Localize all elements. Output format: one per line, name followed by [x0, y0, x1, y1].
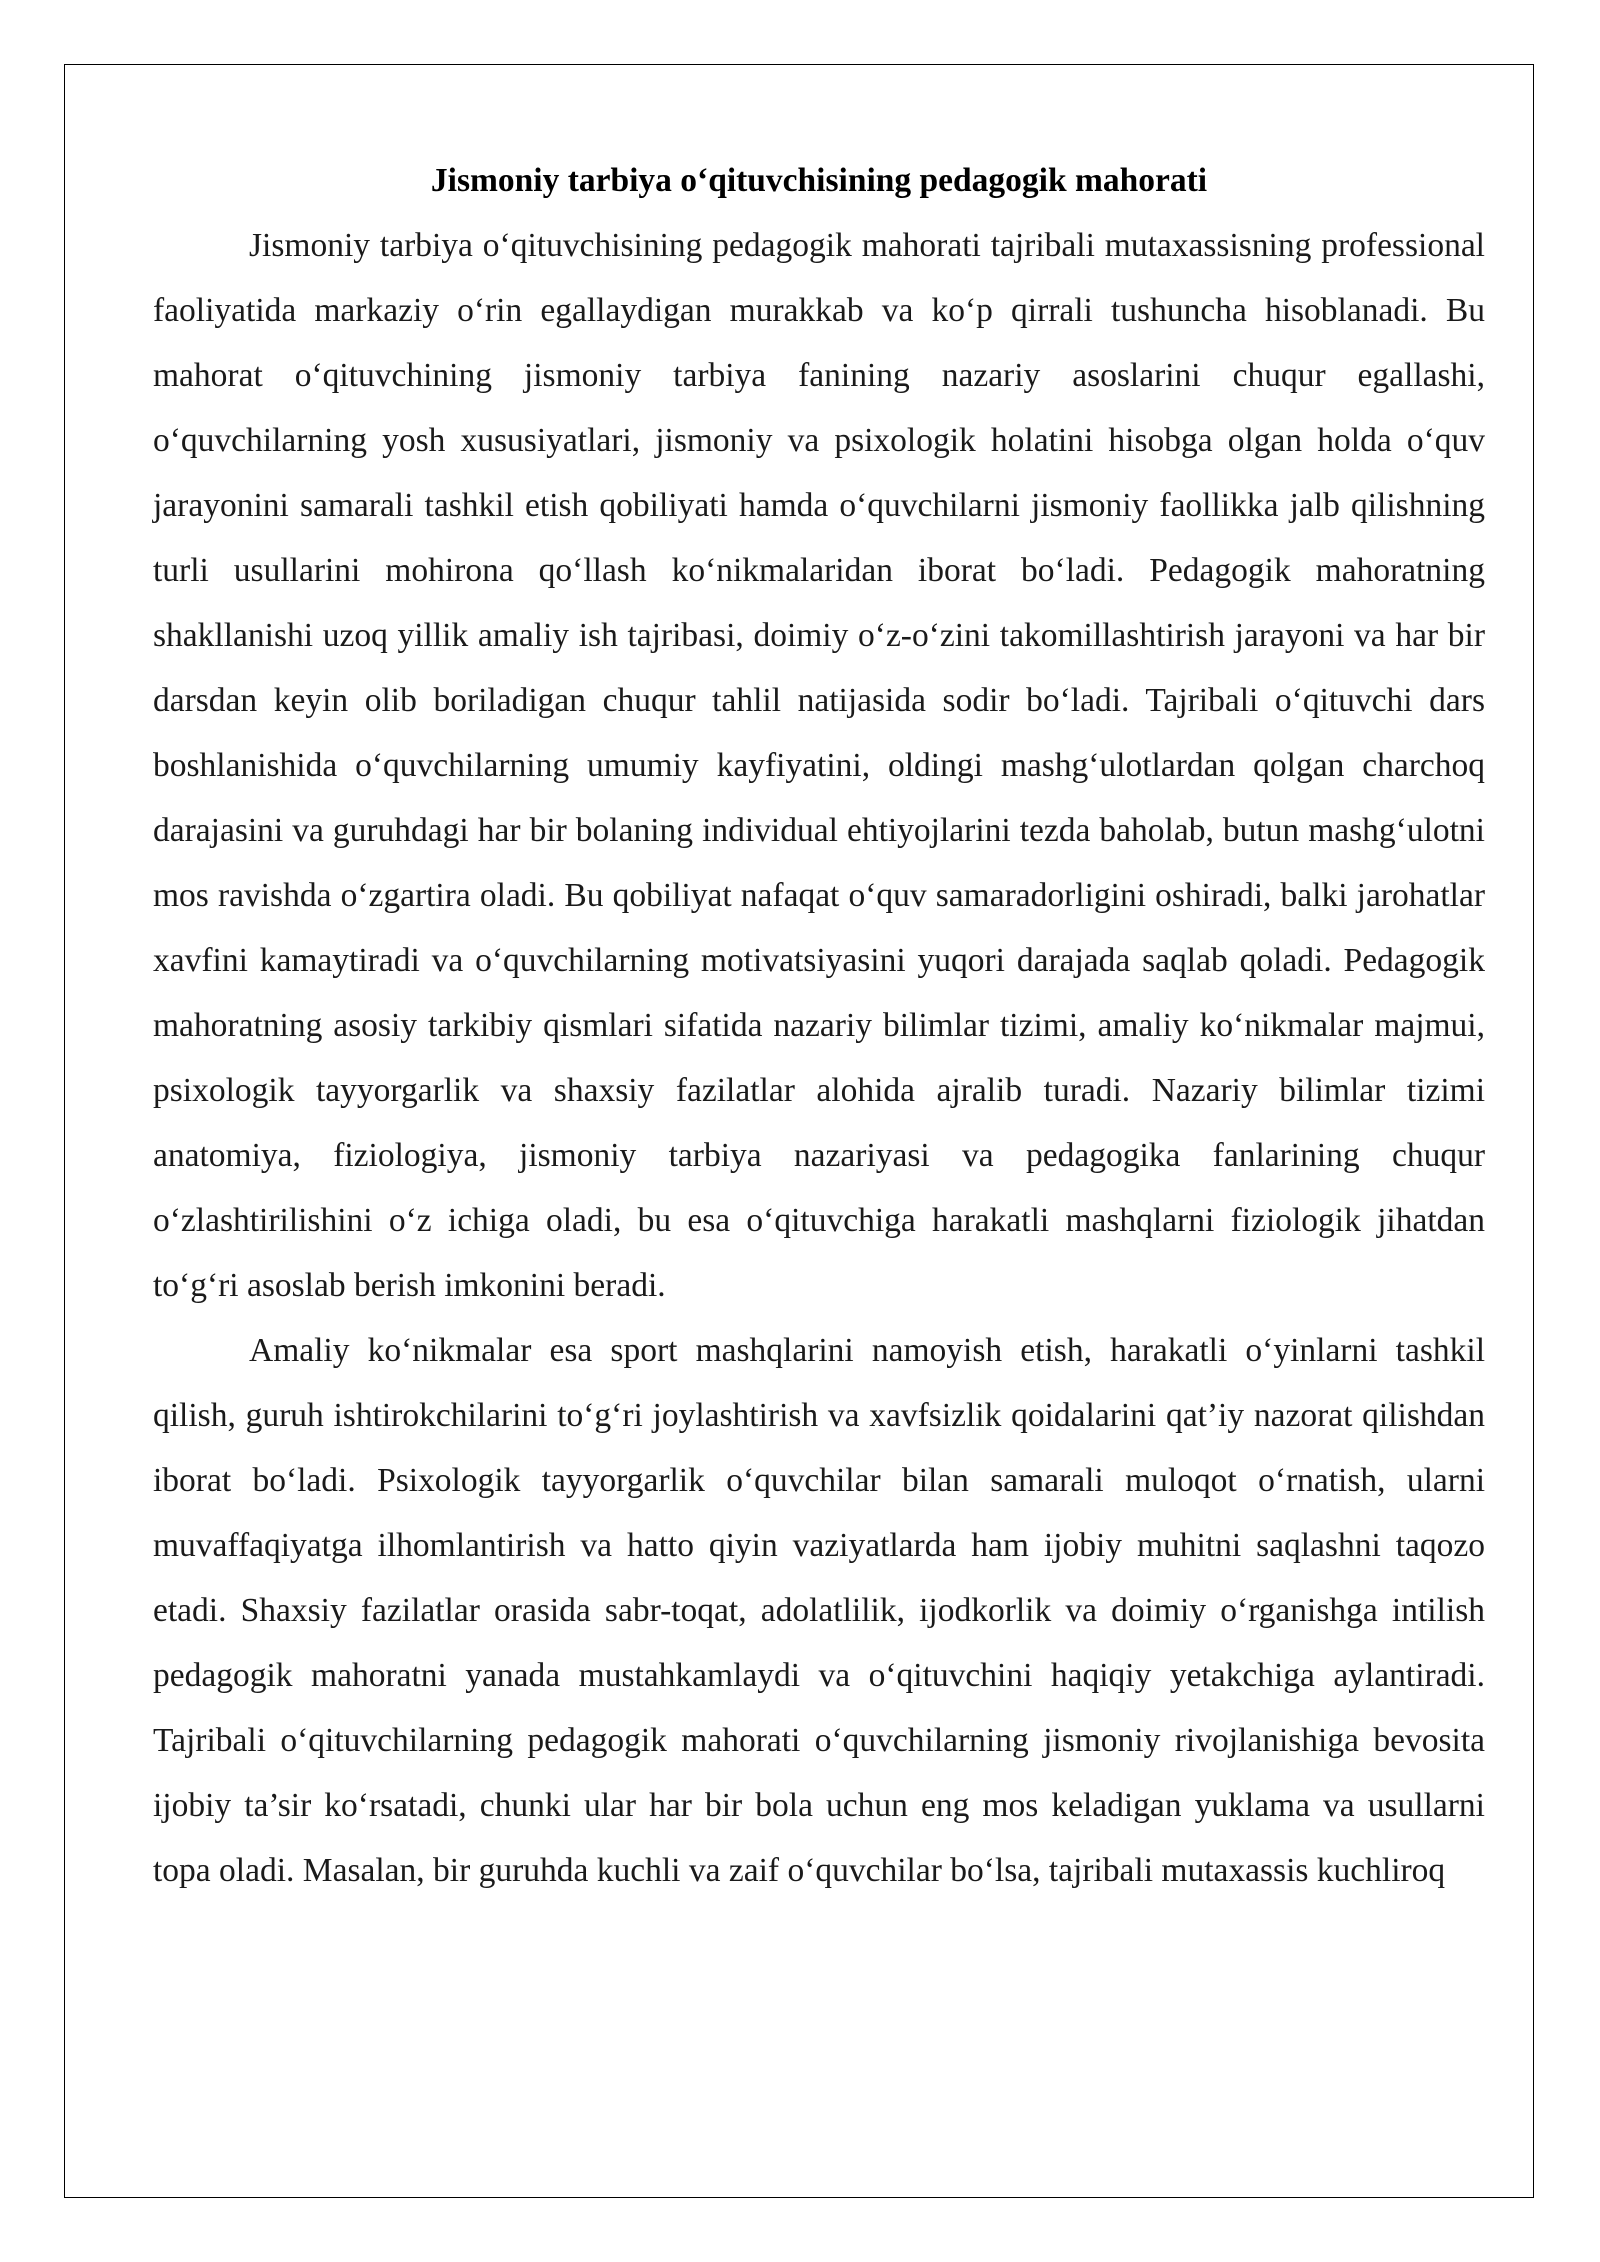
paragraph-2: Amaliy ko‘nikmalar esa sport mashqlarini namoyish etish, harakatli o‘yinlarni tashkil qilish, guruh ishtirokchilarini to‘g‘ri joylashtirish va xavfsizlik qoidalarini qat’iy nazorat qilishdan iborat bo‘ladi. Psixologik tayyorgarlik o‘quvchilar bilan samarali muloqot o‘rnatish, ularni muvaffaqiyatga ilhomlantirish va hatto qiyin vaziyatlarda ham ijobiy muhitni saqlashni taqozo etadi. Shaxsiy fazilatlar orasida sabr-toqat, adolatlilik, ijodkorlik va doimiy o‘rganishga intilish pedagogik mahoratni yanada mustahkamlaydi va o‘qituvchini haqiqiy yetakchiga aylantiradi. Tajribali o‘qituvchilarning pedagogik mahorati o‘quvchilarning jismoniy rivojlanishiga bevosita ijobiy ta’sir ko‘rsatadi, chunki ular har bir bola uchun eng mos keladigan yuklama va usullarni topa oladi. Masalan, bir guruhda kuchli va zaif o‘quvchilar bo‘lsa, tajribali mutaxassis kuchliroq — [153, 1332, 1485, 1889]
document-title: Jismoniy tarbiya o‘qituvchisining pedagogik mahorati — [430, 162, 1208, 199]
document-body — [153, 148, 1485, 1903]
paragraph-1: Jismoniy tarbiya o‘qituvchisining pedagogik mahorati tajribali mutaxassisning professional faoliyatida markaziy o‘rin egallaydigan murakkab va ko‘p qirrali tushuncha hisoblanadi. Bu mahorat o‘qituvchining jismoniy tarbiya fanining nazariy asoslarini chuqur egallashi, o‘quvchilarning yosh xususiyatlari, jismoniy va psixologik holatini hisobga olgan holda o‘quv jarayonini samarali tashkil etish qobiliyati hamda o‘quvchilarni jismoniy faollikka jalb qilishning turli usullarini mohirona qo‘llash ko‘nikmalaridan iborat bo‘ladi. Pedagogik mahoratning shakllanishi uzoq yillik amaliy ish tajribasi, doimiy o‘z-o‘zini takomillashtirish jarayoni va har bir darsdan keyin olib boriladigan chuqur tahlil natijasida sodir bo‘ladi. Tajribali o‘qituvchi dars boshlanishida o‘quvchilarning umumiy kayfiyatini, oldingi mashg‘ulotlardan qolgan charchoq darajasini va guruhdagi har bir bolaning individual ehtiyojlarini tezda baholab, butun mashg‘ulotni mos ravishda o‘zgartira oladi. Bu qobiliyat nafaqat o‘quv samaradorligini oshiradi, balki jarohatlar xavfini kamaytiradi va o‘quvchilarning motivatsiyasini yuqori darajada saqlab qoladi. Pedagogik mahoratning asosiy tarkibiy qismlari sifatida nazariy bilimlar tizimi, amaliy ko‘nikmalar majmui, psixologik tayyorgarlik va shaxsiy fazilatlar alohida ajralib turadi. Nazariy bilimlar tizimi anatomiya, fiziologiya, jismoniy tarbiya nazariyasi va pedagogika fanlarining chuqur o‘zlashtirilishini o‘z ichiga oladi, bu esa o‘qituvchiga harakatli mashqlarni fiziologik jihatdan to‘g‘ri asoslab berish imkonini beradi. — [153, 227, 1485, 1304]
